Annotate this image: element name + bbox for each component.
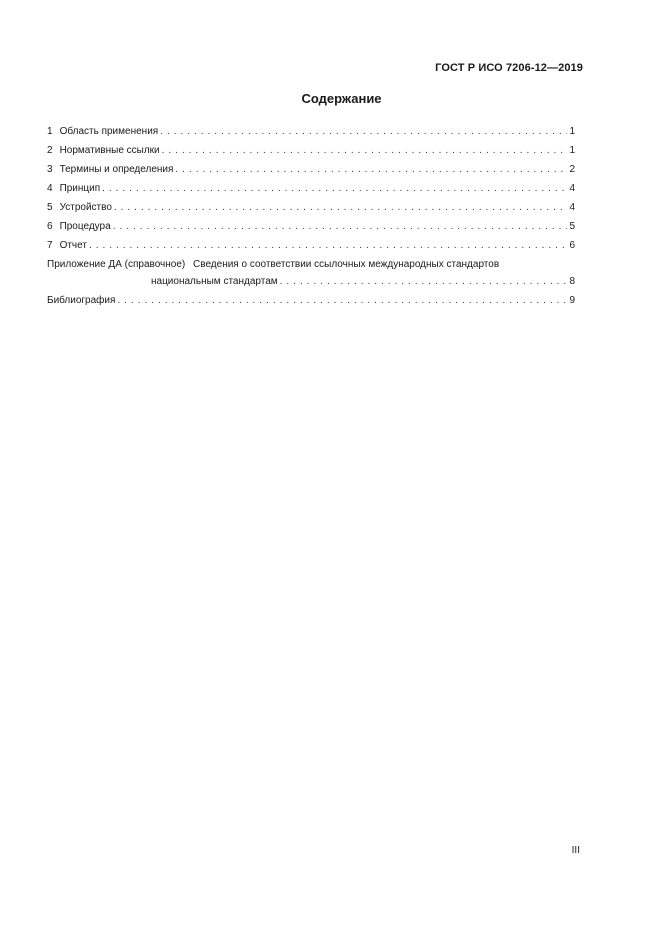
toc-entry-apparatus[interactable] <box>47 198 575 217</box>
toc-entry-title: Библиография <box>47 295 116 306</box>
toc-entry-page: 6 <box>569 240 575 251</box>
toc-entry-principle[interactable] <box>47 179 575 198</box>
toc-entry-bibliography[interactable] <box>47 291 575 310</box>
document-code: ГОСТ Р ИСО 7206-12—2019 <box>435 62 583 74</box>
toc-entry-terms[interactable] <box>47 160 575 179</box>
toc-entry-title: Принцип <box>59 183 101 194</box>
toc-leader-dots <box>160 122 567 141</box>
table-of-contents <box>47 122 575 310</box>
toc-entry-number: 2 <box>47 145 53 156</box>
toc-entry-title: Термины и определения <box>59 164 174 175</box>
toc-leader-dots <box>114 198 568 217</box>
toc-entry-page: 4 <box>569 202 575 213</box>
toc-leader-dots <box>102 179 567 198</box>
toc-entry-title: Нормативные ссылки <box>59 145 160 156</box>
annex-title-line2: национальным стандартам <box>151 276 278 287</box>
annex-title-line1: Сведения о соответствии ссылочных международных стандартов <box>193 259 500 270</box>
annex-label: Приложение ДА (справочное) <box>47 259 186 270</box>
toc-leader-dots <box>280 272 568 291</box>
toc-entry-title: Область применения <box>59 126 159 137</box>
toc-leader-dots <box>89 236 567 255</box>
toc-entry-page: 1 <box>569 145 575 156</box>
toc-entry-page: 9 <box>569 295 575 306</box>
toc-entry-procedure[interactable] <box>47 217 575 236</box>
toc-entry-title: Отчет <box>59 240 87 251</box>
toc-leader-dots <box>175 160 567 179</box>
toc-leader-dots <box>117 291 567 310</box>
toc-entry-title: Процедура <box>59 221 111 232</box>
toc-title: Содержание <box>301 91 382 106</box>
toc-entry-report[interactable] <box>47 236 575 255</box>
toc-entry-page: 5 <box>569 221 575 232</box>
toc-entry-number: 3 <box>47 164 53 175</box>
toc-entry-number: 7 <box>47 240 53 251</box>
toc-entry-scope[interactable] <box>47 122 575 141</box>
toc-leader-dots <box>162 141 568 160</box>
toc-entry-number: 6 <box>47 221 53 232</box>
toc-entry-normative-references[interactable] <box>47 141 575 160</box>
toc-entry-page: 1 <box>569 126 575 137</box>
toc-entry-page: 2 <box>569 164 575 175</box>
toc-entry-page: 4 <box>569 183 575 194</box>
toc-entry-title: Устройство <box>59 202 112 213</box>
page-number: III <box>571 845 580 856</box>
toc-entry-number: 4 <box>47 183 53 194</box>
toc-entry-page: 8 <box>569 276 575 287</box>
toc-entry-annex[interactable] <box>47 255 575 291</box>
toc-leader-dots <box>113 217 568 236</box>
toc-entry-number: 5 <box>47 202 53 213</box>
toc-entry-number: 1 <box>47 126 53 137</box>
